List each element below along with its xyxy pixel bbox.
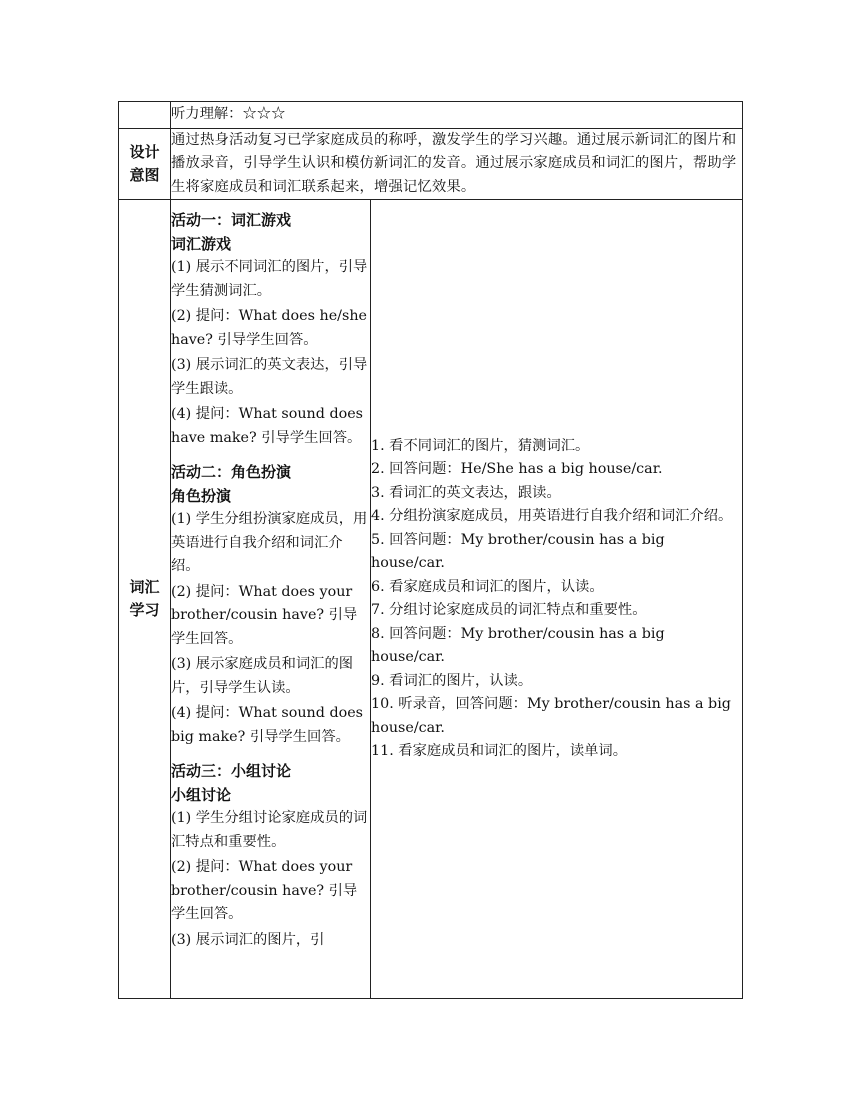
activity-step: (1) 展示不同词汇的图片，引导学生猜测词汇。 [171, 259, 368, 299]
student-activity-item: 8. 回答问题：My brother/cousin has a big house/car. [371, 625, 665, 665]
row-label-line: 意图 [129, 165, 160, 184]
activity-step: (3) 展示家庭成员和词汇的图片，引导学生认读。 [171, 656, 354, 696]
activity-block [171, 460, 370, 749]
table-row-design-intent [119, 128, 743, 200]
activity-step: (2) 提问：What does your brother/cousin have? 引导学生回答。 [171, 583, 358, 647]
activity-step: (4) 提问：What sound does have make? 引导学生回答。 [171, 406, 364, 446]
row-label-line: 词汇 [129, 578, 160, 596]
activity-title: 活动一：词汇游戏 [171, 211, 292, 229]
student-activities-cell [371, 200, 743, 999]
student-activity-item: 3. 看词汇的英文表达，跟读。 [371, 484, 561, 501]
student-activity-item: 1. 看不同词汇的图片，猜测词汇。 [371, 437, 590, 454]
activity-title: 活动二：角色扮演 [171, 463, 292, 481]
listening-comprehension-text: 听力理解：☆☆☆ [171, 102, 743, 129]
design-intent-text: 通过热身活动复习已学家庭成员的称呼，激发学生的学习兴趣。通过展示新词汇的图片和播放录音，引导学生认识和模仿新词汇的发音。通过展示家庭成员和词汇的图片，帮助学生将家庭成员和词汇联系起来，增强记忆效果。 [171, 128, 743, 200]
table-row-listening [119, 102, 743, 129]
teacher-activities-cell [171, 200, 371, 999]
row-label-design-intent [119, 128, 171, 200]
activity-block [171, 208, 370, 450]
student-activity-item: 9. 看词汇的图片，认读。 [371, 672, 533, 689]
row-label-line: 设计 [129, 142, 160, 161]
row-label-vocabulary [119, 200, 171, 999]
student-activity-item: 7. 分组讨论家庭成员的词汇特点和重要性。 [371, 602, 647, 618]
activity-subtitle: 词汇游戏 [171, 235, 232, 253]
activity-step: (1) 学生分组扮演家庭成员，用英语进行自我介绍和词汇介绍。 [171, 511, 368, 574]
activity-subtitle: 角色扮演 [171, 487, 232, 505]
table-row-vocabulary [119, 200, 743, 999]
activity-step: (3) 展示词汇的图片，引 [171, 931, 325, 948]
activity-subtitle: 小组讨论 [171, 786, 232, 804]
activity-step: (4) 提问：What sound does big make? 引导学生回答。 [171, 705, 364, 745]
lesson-plan-table [118, 101, 743, 999]
student-activity-item: 5. 回答问题：My brother/cousin has a big house/car. [371, 531, 665, 571]
activity-step: (2) 提问：What does he/she have? 引导学生回答。 [171, 308, 367, 348]
row-label-line: 学习 [129, 601, 160, 619]
activity-block [171, 759, 370, 952]
student-activity-item: 10. 听录音，回答问题：My brother/cousin has a big house/car. [371, 696, 731, 736]
activity-title: 活动三：小组讨论 [171, 762, 292, 780]
student-activity-item: 11. 看家庭成员和词汇的图片，读单词。 [371, 743, 628, 759]
student-activity-item: 4. 分组扮演家庭成员，用英语进行自我介绍和词汇介绍。 [371, 508, 733, 524]
row-label-empty [119, 102, 171, 129]
student-activity-item: 6. 看家庭成员和词汇的图片，认读。 [371, 578, 604, 595]
activity-step: (3) 展示词汇的英文表达，引导学生跟读。 [171, 357, 368, 397]
activity-step: (1) 学生分组讨论家庭成员的词汇特点和重要性。 [171, 810, 368, 850]
activity-step: (2) 提问：What does your brother/cousin have? 引导学生回答。 [171, 859, 358, 922]
student-activity-item: 2. 回答问题：He/She has a big house/car. [371, 461, 663, 477]
